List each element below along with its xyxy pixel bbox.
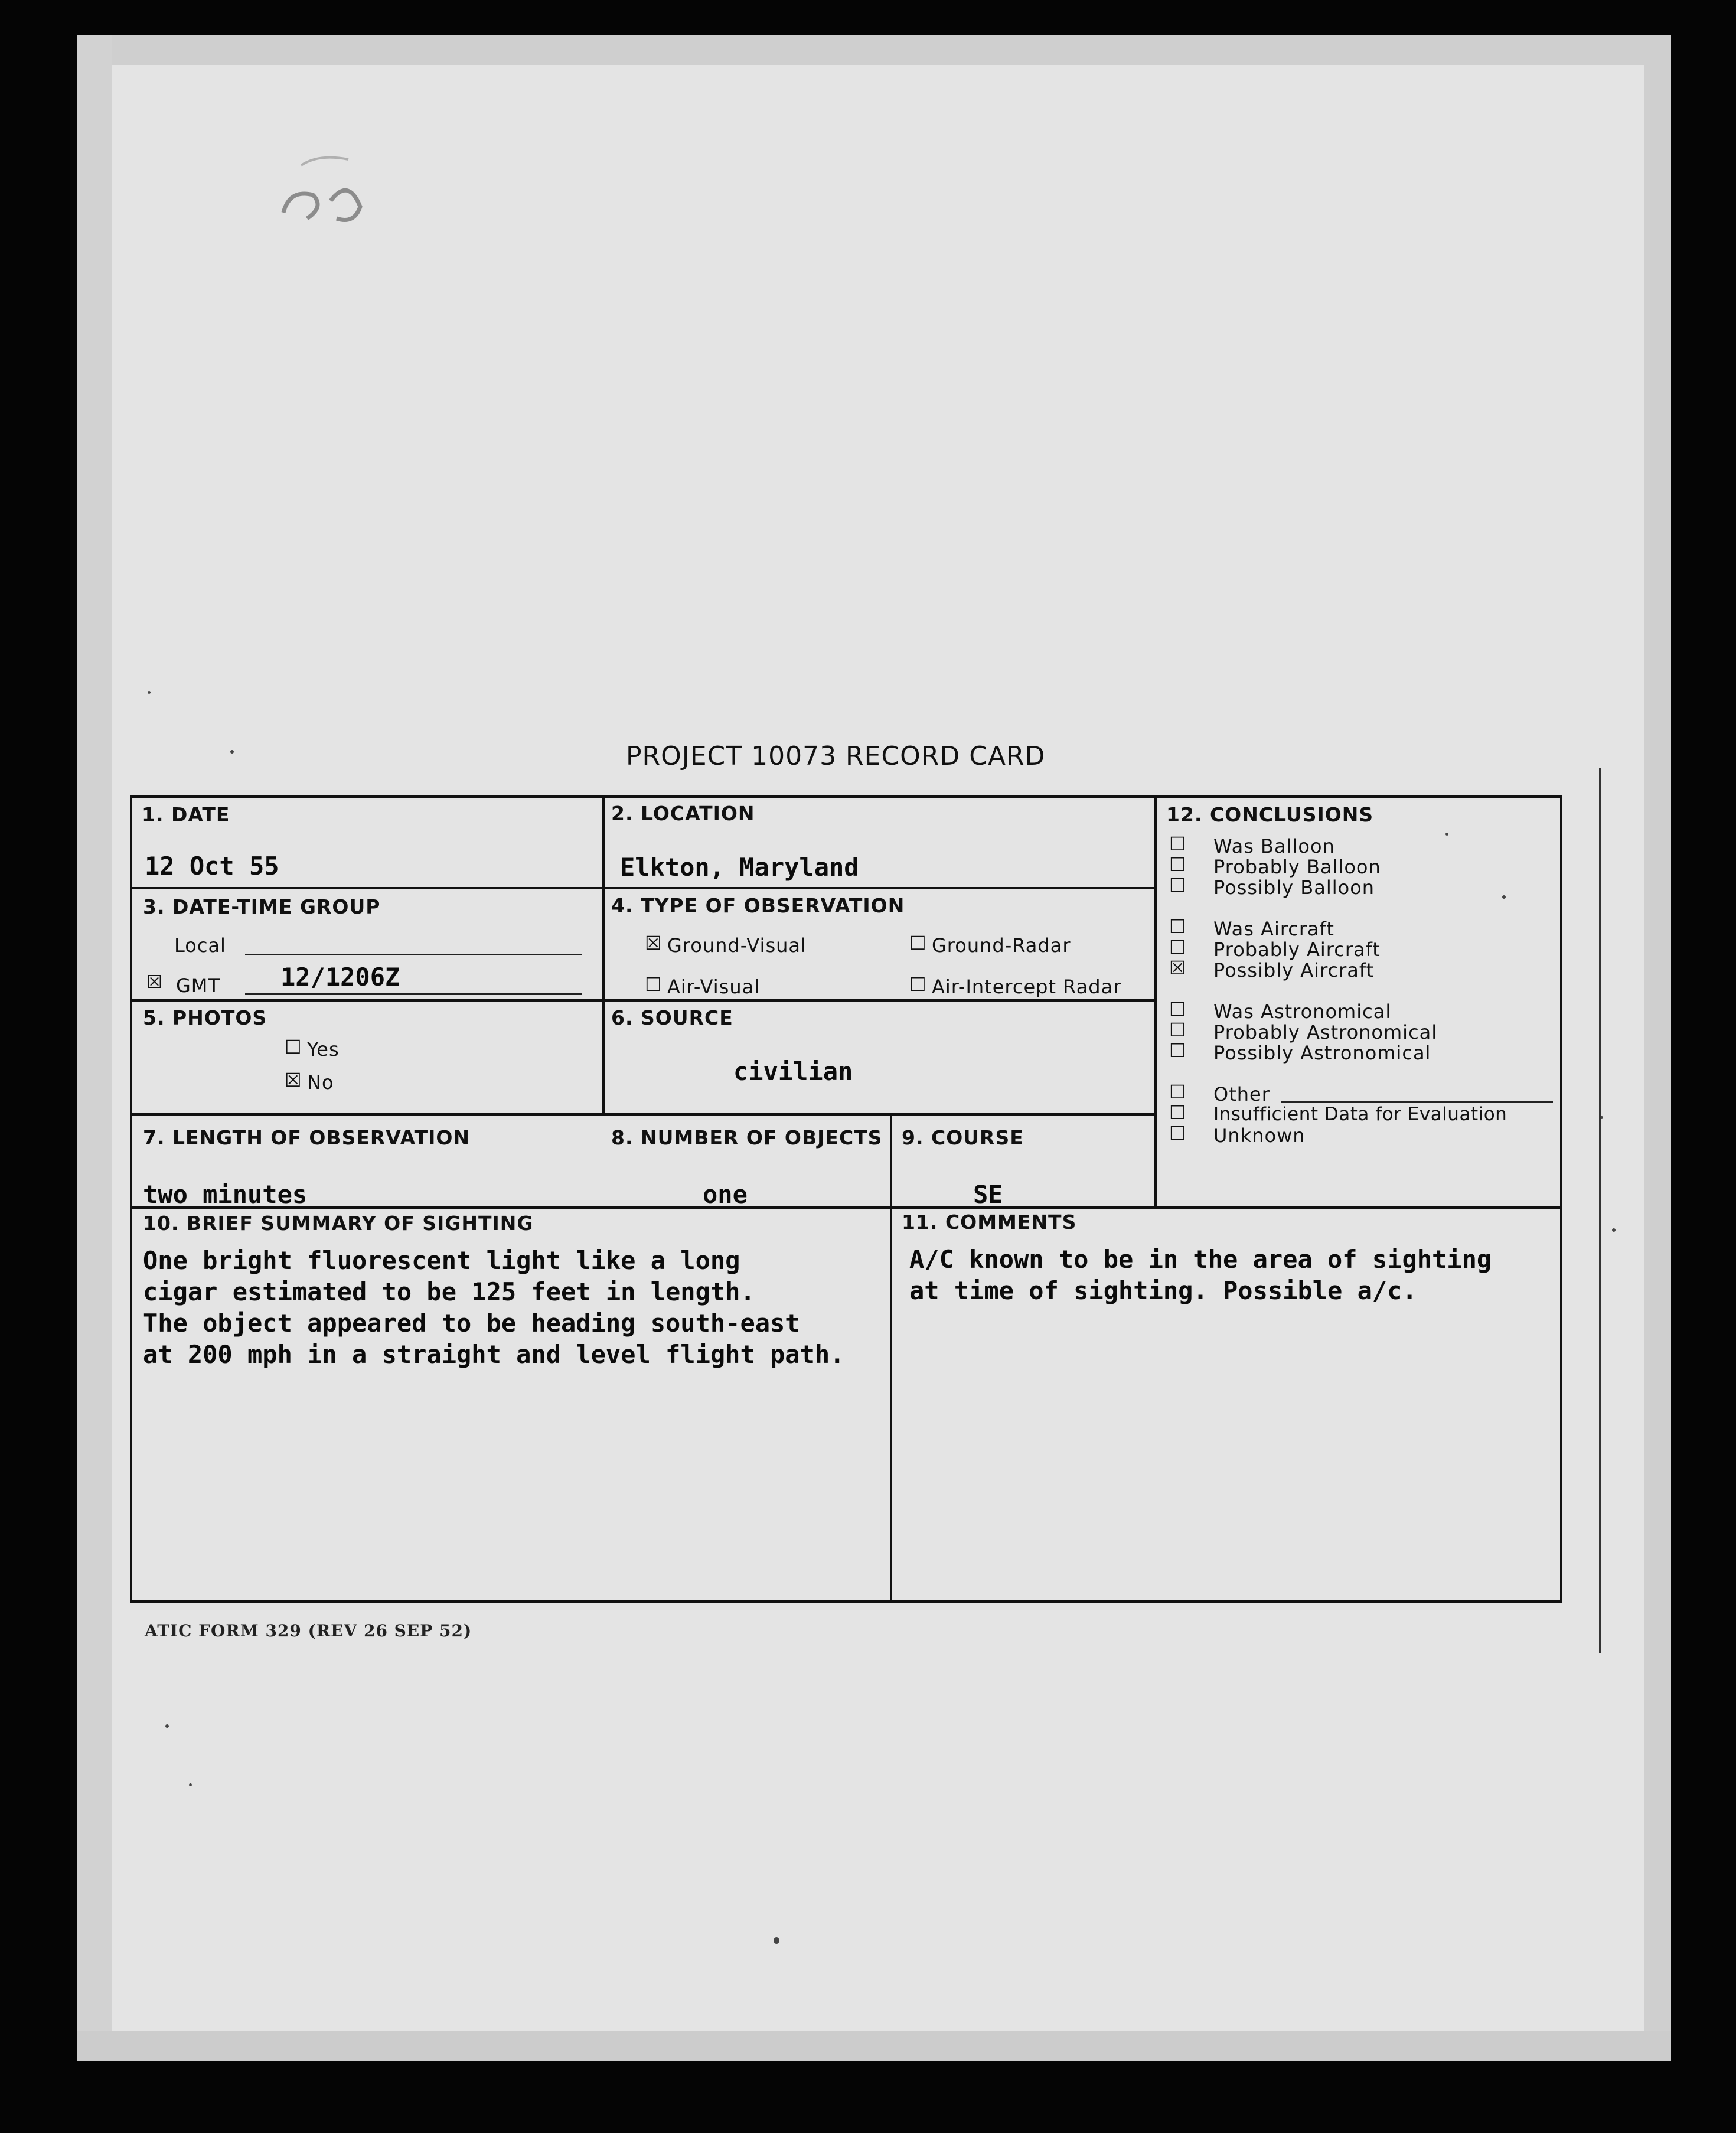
conclusion-mark: ☐: [1169, 833, 1187, 855]
photos-no-mark: ☒: [285, 1069, 302, 1091]
summary-label: 10. BRIEF SUMMARY OF SIGHTING: [143, 1212, 534, 1235]
page-edge-right: [1644, 65, 1671, 2061]
conclusion-option: Probably Aircraft: [1213, 938, 1381, 961]
local-label: Local: [174, 934, 226, 957]
page-edge-bottom: [77, 2031, 1671, 2061]
gmt-underline: [245, 993, 582, 995]
summary-line: at 200 mph in a straight and level flight path.: [143, 1340, 845, 1369]
air-intercept-radar-mark: ☐: [909, 973, 927, 996]
summary-line: One bright fluorescent light like a long: [143, 1246, 740, 1275]
conclusion-option: Other: [1213, 1083, 1270, 1105]
comments-label: 11. COMMENTS: [902, 1211, 1077, 1234]
photos-yes-option: Yes: [307, 1038, 340, 1061]
gmt-label: GMT: [176, 974, 220, 997]
source-label: 6. SOURCE: [611, 1006, 733, 1029]
conclusion-option: Was Balloon: [1213, 835, 1335, 857]
conclusion-option: Possibly Balloon: [1213, 876, 1375, 899]
photos-yes-mark: ☐: [285, 1036, 302, 1058]
conclusion-option: Possibly Aircraft: [1213, 959, 1375, 981]
number-of-objects-value: one: [703, 1180, 748, 1209]
conclusion-option: Was Aircraft: [1213, 918, 1334, 940]
pencil-scribble-mark: [266, 130, 384, 236]
conclusions-label: 12. CONCLUSIONS: [1166, 803, 1374, 826]
conclusion-option: Insufficient Data for Evaluation: [1213, 1104, 1507, 1125]
summary-line: The object appeared to be heading south-east: [143, 1309, 800, 1338]
date-value: 12 Oct 55: [145, 852, 279, 880]
air-visual-option: Air-Visual: [667, 976, 761, 998]
length-of-observation-label: 7. LENGTH OF OBSERVATION: [143, 1126, 471, 1149]
conclusion-option: Probably Balloon: [1213, 856, 1381, 878]
ground-visual-option: Ground-Visual: [667, 934, 807, 957]
page-edge-left: [77, 35, 112, 2061]
conclusion-mark: ☐: [1169, 1101, 1187, 1124]
location-label: 2. LOCATION: [611, 802, 755, 825]
gmt-mark: ☒: [146, 972, 163, 993]
conclusion-mark: ☐: [1169, 1039, 1187, 1062]
number-of-objects-label: 8. NUMBER OF OBJECTS: [611, 1126, 883, 1149]
ground-visual-mark: ☒: [645, 932, 663, 954]
conclusion-mark: ☐: [1169, 998, 1187, 1020]
conclusion-option: Was Astronomical: [1213, 1000, 1392, 1023]
air-intercept-radar-option: Air-Intercept Radar: [932, 976, 1122, 998]
conclusion-option: Possibly Astronomical: [1213, 1042, 1431, 1064]
conclusion-option: Unknown: [1213, 1124, 1306, 1147]
date-label: 1. DATE: [142, 803, 230, 826]
course-value: SE: [973, 1180, 1003, 1209]
conclusion-mark: ☐: [1169, 853, 1187, 876]
photos-label: 5. PHOTOS: [143, 1006, 267, 1029]
conclusion-mark: ☐: [1169, 1122, 1187, 1144]
date-time-group-label: 3. DATE-TIME GROUP: [143, 895, 381, 918]
gmt-value: 12/1206Z: [280, 963, 400, 992]
summary-line: cigar estimated to be 125 feet in length.: [143, 1277, 755, 1306]
photos-no-option: No: [307, 1071, 334, 1094]
scan-edge-line: [1599, 768, 1601, 1653]
form-id: ATIC FORM 329 (REV 26 SEP 52): [145, 1621, 472, 1640]
ground-radar-option: Ground-Radar: [932, 934, 1071, 957]
location-value: Elkton, Maryland: [620, 853, 859, 882]
page-edge-top: [77, 35, 1671, 65]
scanned-page: [77, 35, 1671, 2061]
type-of-observation-label: 4. TYPE OF OBSERVATION: [611, 894, 905, 917]
conclusion-mark: ☒: [1169, 957, 1187, 979]
conclusion-option: Probably Astronomical: [1213, 1021, 1438, 1043]
other-underline: [1281, 1101, 1553, 1103]
source-value: civilian: [733, 1057, 853, 1086]
conclusion-mark: ☐: [1169, 1081, 1187, 1103]
conclusion-mark: ☐: [1169, 915, 1187, 938]
length-of-observation-value: two minutes: [143, 1180, 308, 1209]
comments-line: A/C known to be in the area of sighting: [909, 1245, 1492, 1274]
ground-radar-mark: ☐: [909, 932, 927, 954]
conclusion-mark: ☐: [1169, 874, 1187, 896]
local-underline: [245, 954, 582, 955]
card-title: PROJECT 10073 RECORD CARD: [626, 741, 1046, 771]
air-visual-mark: ☐: [645, 973, 663, 996]
comments-line: at time of sighting. Possible a/c.: [909, 1276, 1417, 1305]
course-label: 9. COURSE: [902, 1126, 1024, 1149]
conclusion-mark: ☐: [1169, 1019, 1187, 1041]
conclusion-mark: ☐: [1169, 936, 1187, 958]
